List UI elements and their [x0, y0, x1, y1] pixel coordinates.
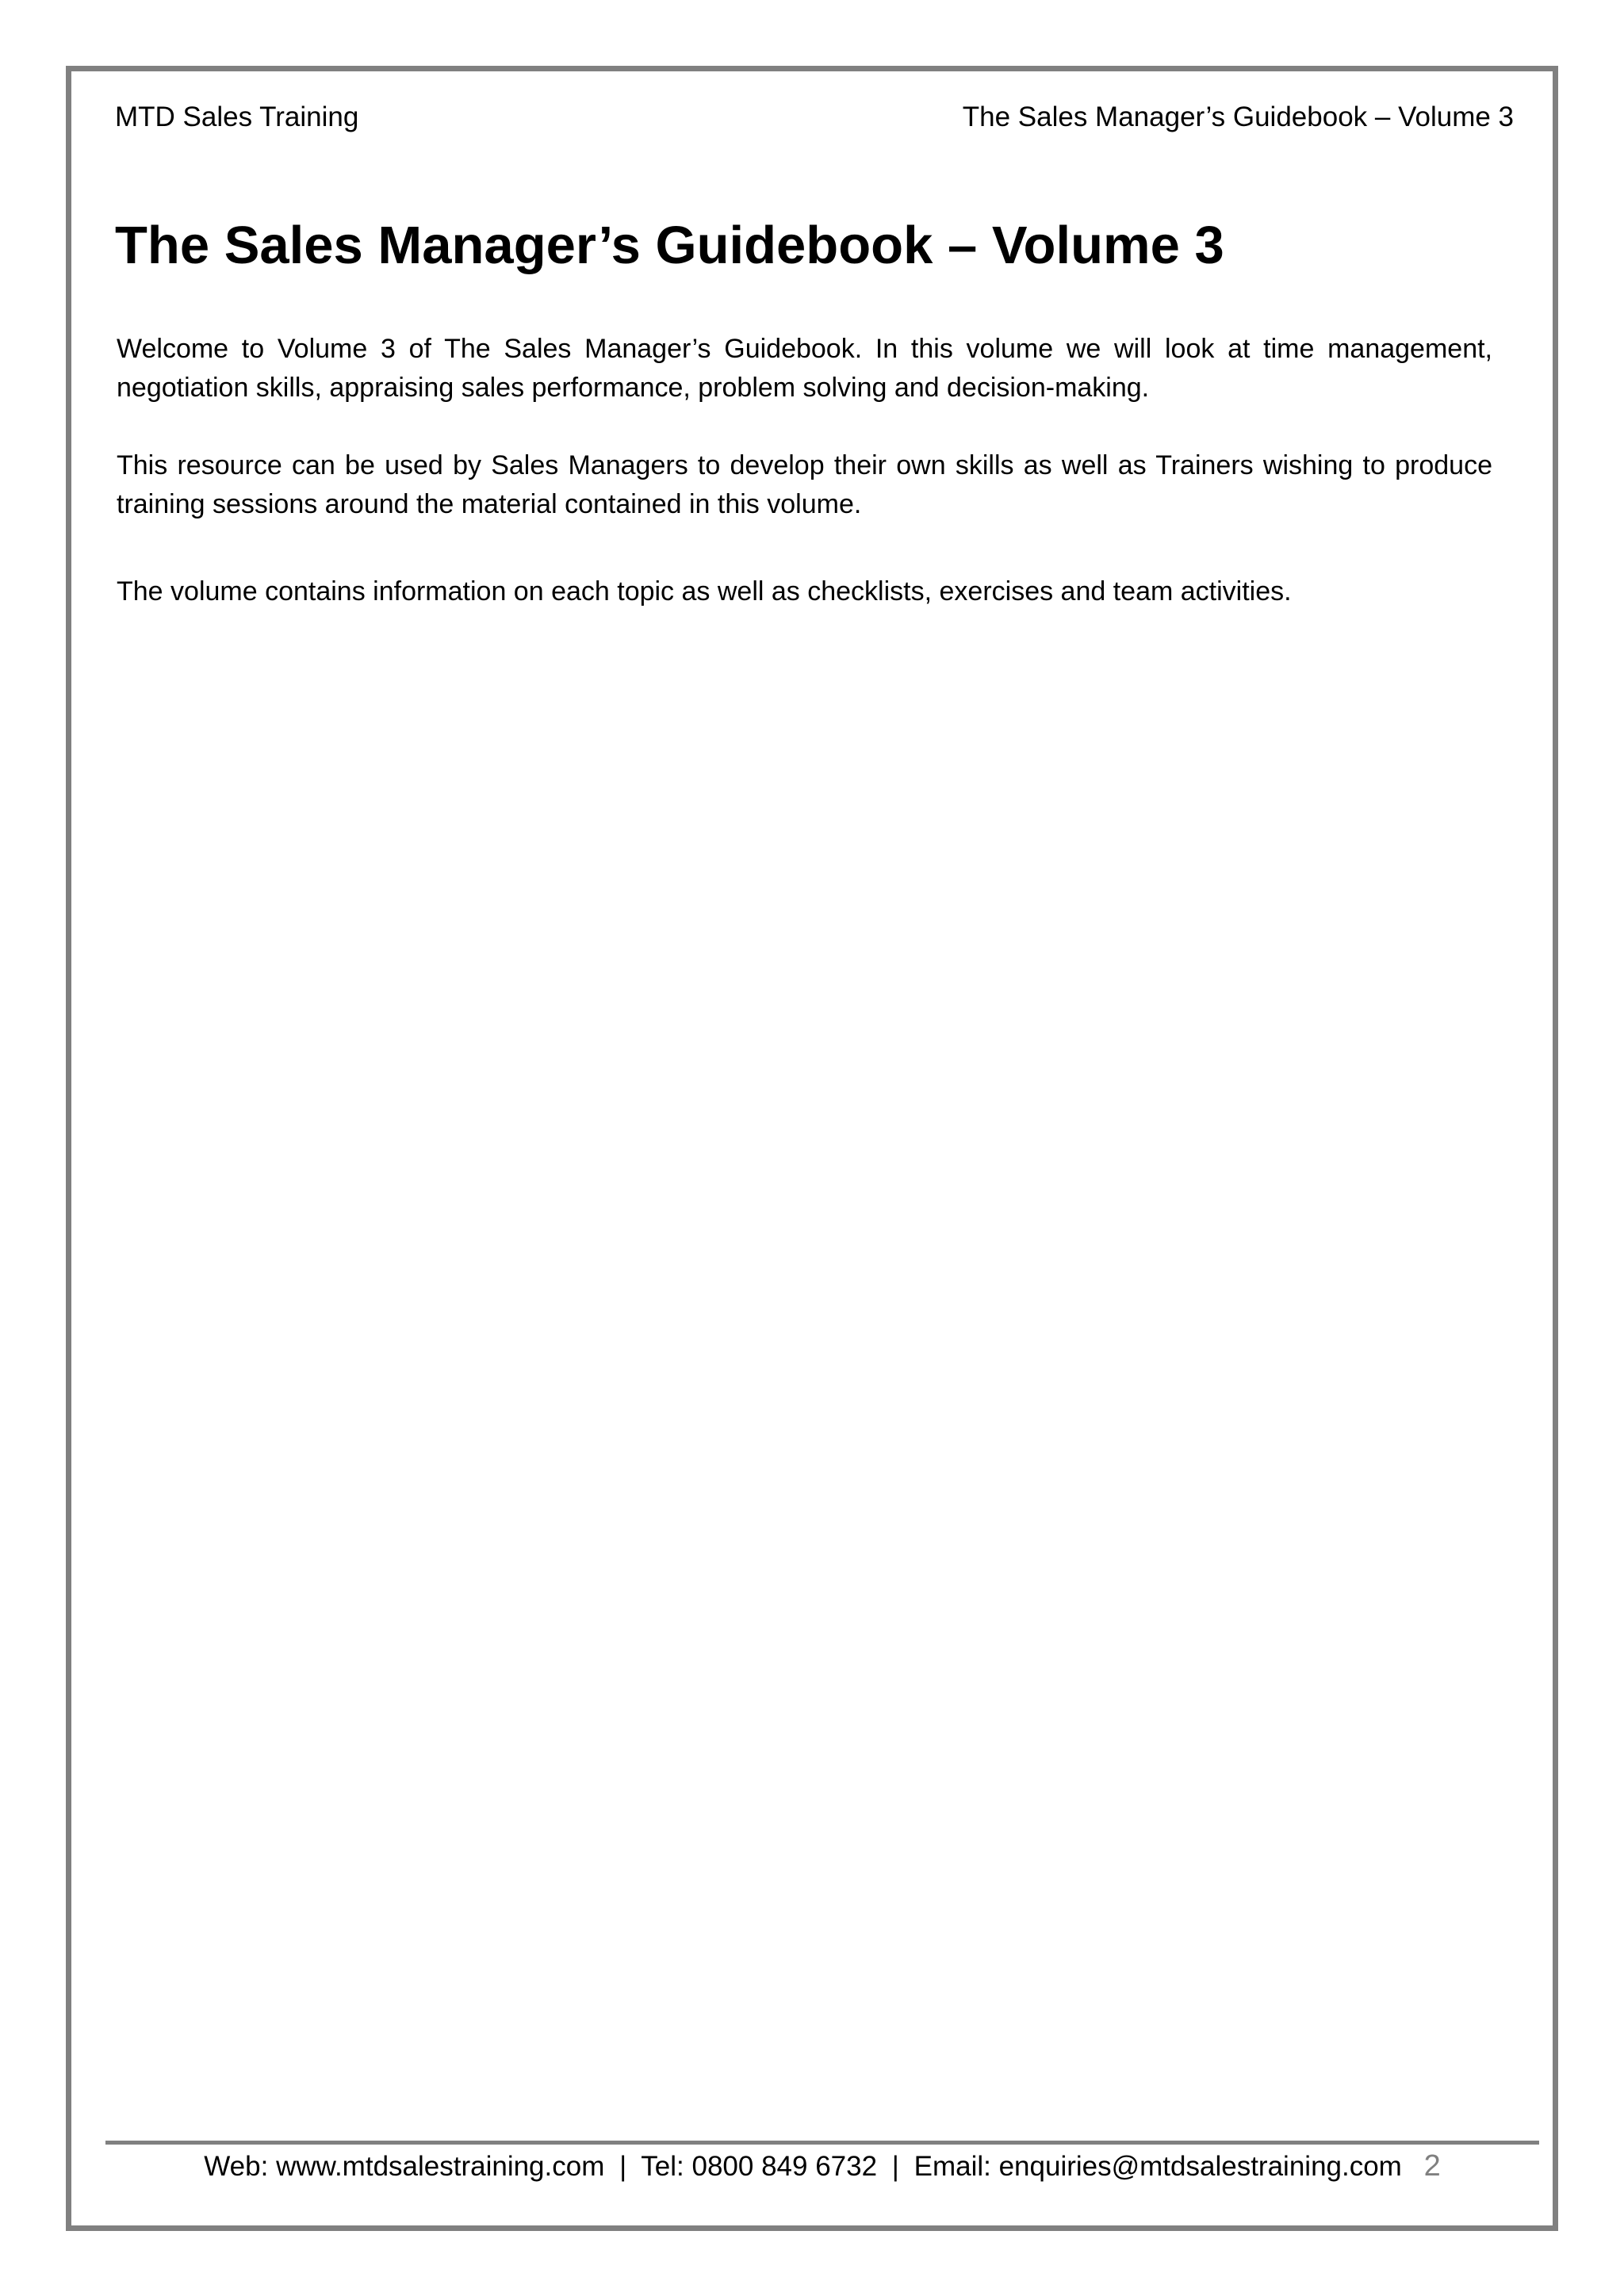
- footer-web: Web: www.mtdsalestraining.com: [204, 2151, 605, 2182]
- page-number: 2: [1423, 2149, 1441, 2183]
- footer-contact-line: [105, 2147, 1539, 2186]
- page-title: The Sales Manager’s Guidebook – Volume 3: [115, 216, 1224, 275]
- header-document-title: The Sales Manager’s Guidebook – Volume 3: [962, 101, 1514, 132]
- header-company-name: MTD Sales Training: [115, 101, 359, 132]
- footer-separator: |: [619, 2151, 627, 2182]
- footer-email: Email: enquiries@mtdsalestraining.com: [914, 2151, 1402, 2182]
- footer-separator: |: [891, 2151, 899, 2182]
- footer-divider: [105, 2141, 1539, 2145]
- contents-paragraph: The volume contains information on each topic as well as checklists, exercises and team activities.: [117, 576, 1292, 607]
- usage-paragraph: This resource can be used by Sales Managers to develop their own skills as well as Trainers wishing to produce training sessions around the material contained in this volume.: [117, 450, 1492, 519]
- footer-tel: Tel: 0800 849 6732: [641, 2151, 878, 2182]
- intro-paragraph: Welcome to Volume 3 of The Sales Manager’s Guidebook. In this volume we will look at time management, negotiation skills, appraising sales performance, problem solving and decision-making.: [117, 334, 1492, 403]
